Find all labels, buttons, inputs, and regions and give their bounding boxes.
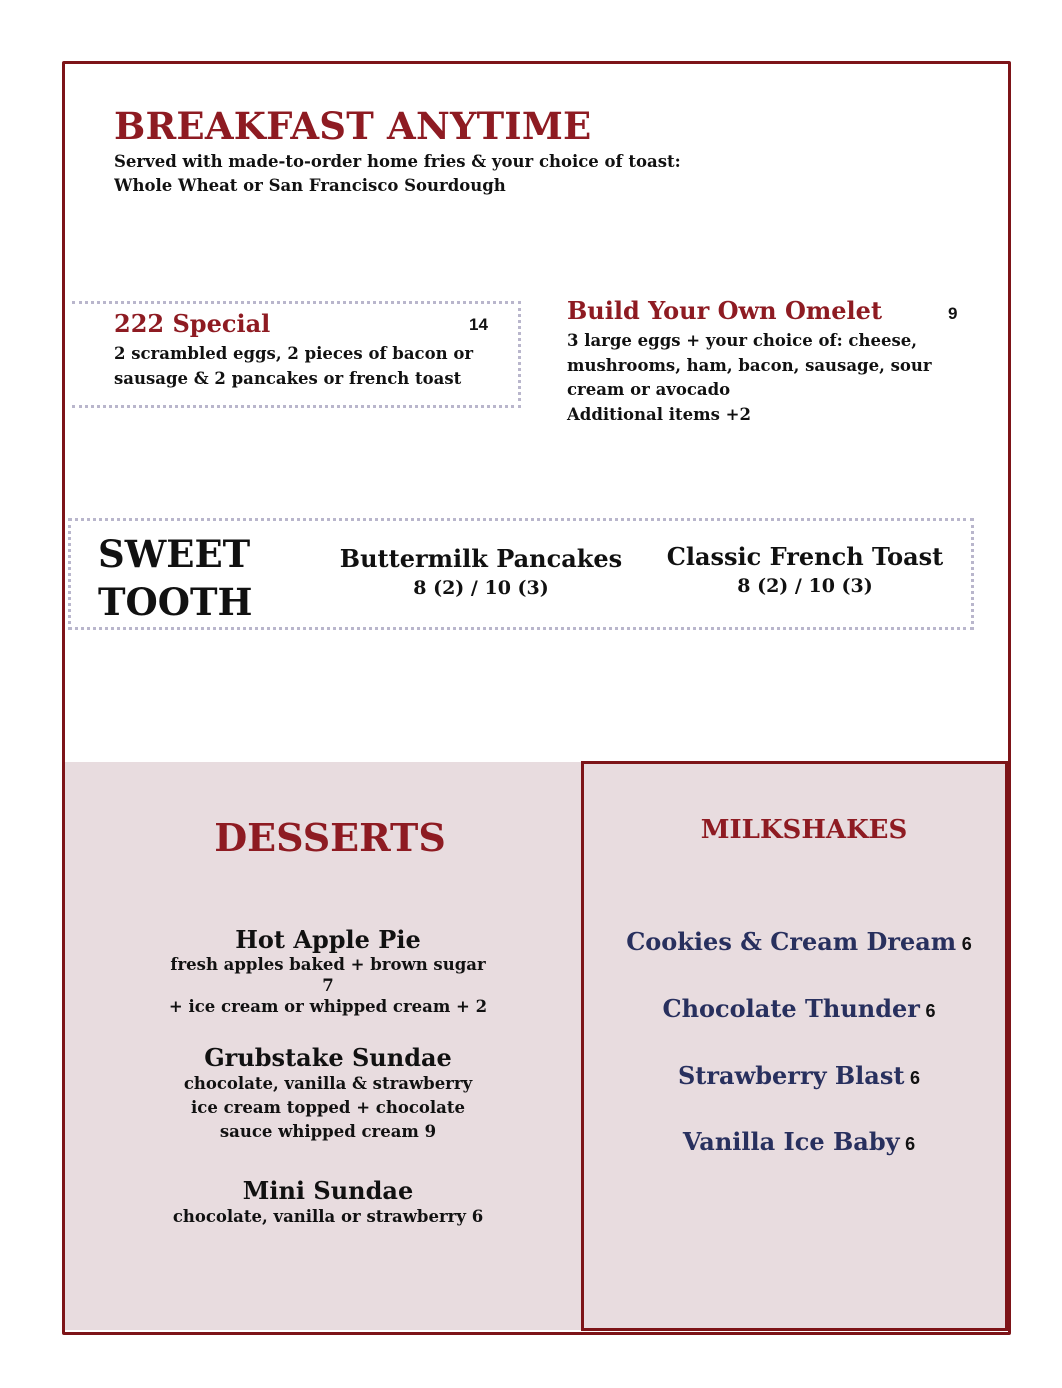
milkshake-item bbox=[584, 927, 1014, 956]
dessert-grubstake-sundae bbox=[120, 1044, 536, 1144]
dessert-name: Hot Apple Pie bbox=[235, 925, 421, 954]
omelet-price: 9 bbox=[948, 304, 958, 323]
sweet-item-french-toast bbox=[650, 542, 960, 597]
sweet-item-price: 8 (2) / 10 (3) bbox=[737, 575, 873, 597]
omelet-name: Build Your Own Omelet bbox=[567, 296, 883, 325]
milkshake-name: Vanilla Ice Baby bbox=[682, 1127, 900, 1156]
omelet-extra: Additional items +2 bbox=[567, 404, 751, 424]
dessert-mini-sundae bbox=[120, 1177, 536, 1229]
milkshake-item bbox=[584, 994, 1014, 1023]
milkshake-name: Cookies & Cream Dream bbox=[626, 927, 957, 956]
dessert-line: 7 bbox=[322, 976, 334, 995]
special-name: 222 Special bbox=[114, 309, 271, 338]
milkshake-name: Strawberry Blast bbox=[677, 1061, 905, 1090]
omelet-description-text: 3 large eggs + your choice of: cheese, mushrooms, ham, bacon, sausage, sour cream or avocado bbox=[567, 331, 932, 399]
dessert-line: ice cream topped + chocolate bbox=[191, 1098, 465, 1117]
breakfast-title: BREAKFAST ANYTIME bbox=[114, 104, 592, 148]
milkshakes-title: MILKSHAKES bbox=[700, 815, 908, 845]
special-description: 2 scrambled eggs, 2 pieces of bacon or sausage & 2 pancakes or french toast bbox=[114, 344, 474, 388]
milkshake-price: 6 bbox=[961, 934, 972, 954]
breakfast-subtitle-line2: Whole Wheat or San Francisco Sourdough bbox=[114, 176, 506, 195]
milkshake-item bbox=[584, 1127, 1014, 1156]
dessert-name: Grubstake Sundae bbox=[204, 1043, 452, 1072]
breakfast-subtitle bbox=[114, 150, 714, 216]
sweet-item-name: Buttermilk Pancakes bbox=[339, 544, 623, 573]
milkshake-price: 6 bbox=[905, 1134, 916, 1154]
sweet-item-price: 8 (2) / 10 (3) bbox=[413, 577, 549, 599]
dessert-name: Mini Sundae bbox=[242, 1176, 414, 1205]
milkshake-name: Chocolate Thunder bbox=[662, 994, 920, 1023]
dessert-line: sauce whipped cream 9 bbox=[219, 1122, 437, 1141]
milkshake-item bbox=[584, 1061, 1014, 1090]
breakfast-subtitle-line1: Served with made-to-order home fries & your choice of toast: bbox=[114, 152, 681, 171]
sweet-item-name: Classic French Toast bbox=[666, 542, 944, 571]
milkshake-price: 6 bbox=[925, 1001, 936, 1021]
special-price: 14 bbox=[469, 315, 488, 334]
milkshake-price: 6 bbox=[910, 1068, 921, 1088]
dessert-hot-apple-pie bbox=[120, 926, 536, 1017]
dessert-line: chocolate, vanilla or strawberry 6 bbox=[172, 1207, 484, 1226]
sweet-item-pancakes bbox=[326, 544, 636, 599]
dessert-line: + ice cream or whipped cream + 2 bbox=[168, 997, 488, 1016]
desserts-title: DESSERTS bbox=[214, 815, 446, 860]
dessert-line: fresh apples baked + brown sugar bbox=[170, 955, 486, 974]
sweet-tooth-title: SWEET TOOTH bbox=[98, 532, 253, 624]
omelet-description bbox=[567, 329, 967, 427]
dessert-line: chocolate, vanilla & strawberry bbox=[183, 1074, 473, 1093]
